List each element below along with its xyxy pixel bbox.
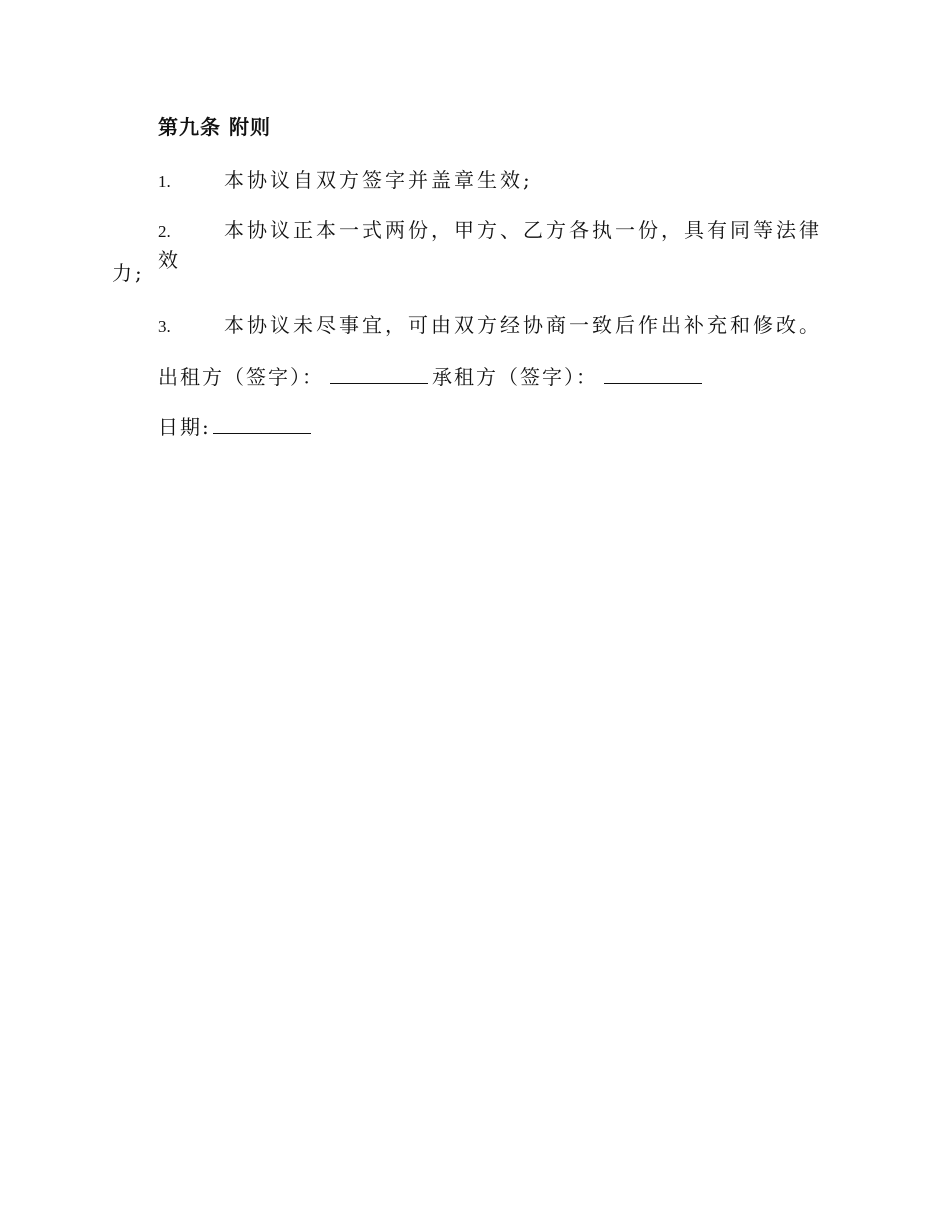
date-line: [158, 413, 315, 441]
date-label: 日期:: [158, 415, 211, 439]
clause-text-continuation: 力;: [112, 261, 145, 285]
date-blank[interactable]: [213, 413, 311, 434]
signature-line: [158, 363, 706, 391]
clause-item-3: [158, 311, 838, 341]
lessor-signature-label: 出租方（签字）：: [158, 365, 324, 389]
clause-item-1: [158, 166, 838, 196]
clause-number: 3.: [158, 317, 171, 336]
clause-text: 本协议正本一式两份，甲方、乙方各执一份，具有同等法律效: [158, 218, 822, 272]
clause-text: 本协议自双方签字并盖章生效;: [224, 168, 533, 192]
lessee-signature-label: 承租方（签字）：: [432, 365, 598, 389]
section-heading: 第九条 附则: [158, 115, 271, 139]
clause-number: 2.: [158, 222, 171, 241]
lessor-signature-blank[interactable]: [330, 363, 428, 384]
clause-text: 本协议未尽事宜，可由双方经协商一致后作出补充和修改。: [224, 313, 822, 337]
clause-number: 1.: [158, 172, 171, 191]
clause-item-2: [158, 216, 838, 274]
lessee-signature-blank[interactable]: [604, 363, 702, 384]
